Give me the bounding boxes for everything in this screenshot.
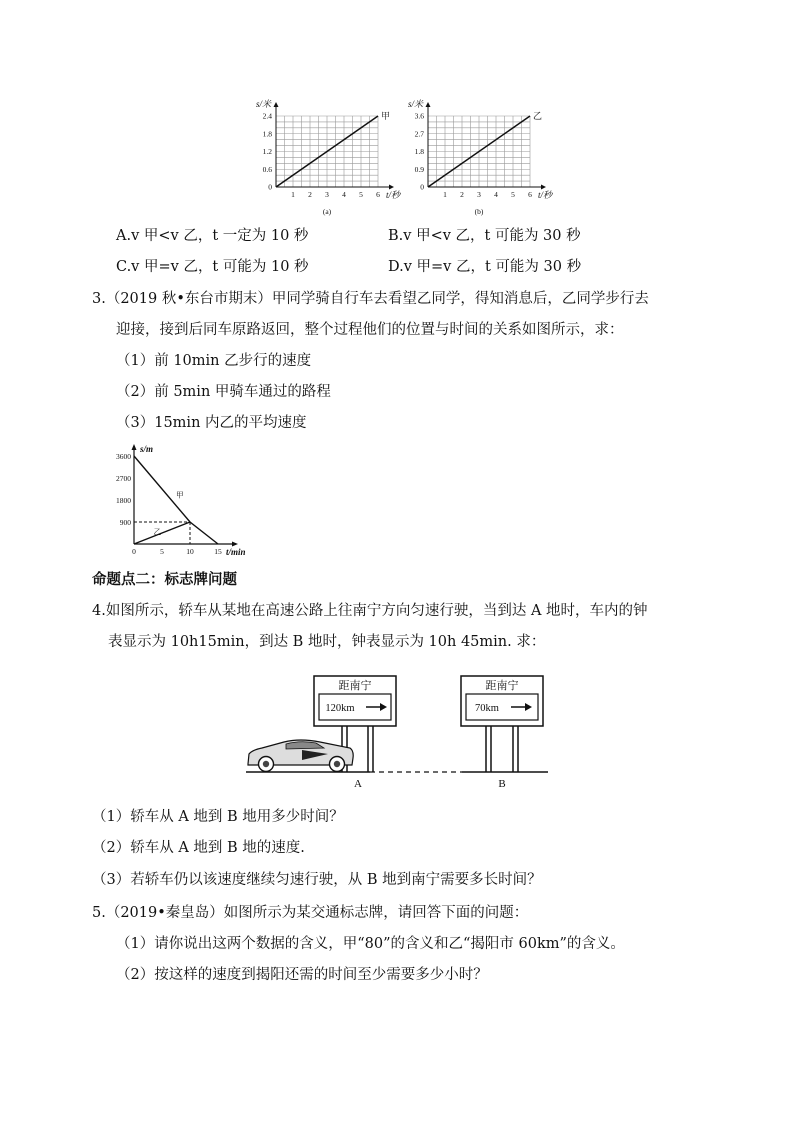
y-tick-label: 3600 (116, 452, 131, 461)
q4-sub1: （1）轿车从 A 地到 B 地用多少时间？ (92, 809, 344, 825)
sign-a-title: 距南宁 (338, 680, 372, 692)
x-tick-label: 1 (291, 190, 295, 199)
x-tick-label: 5 (160, 547, 164, 556)
series-label: 甲 (381, 111, 391, 121)
y-tick-label: 3.6 (414, 111, 424, 121)
y-tick-label: 2700 (116, 474, 131, 483)
sign-b (461, 676, 543, 772)
sign-b-distance: 70km (475, 703, 499, 714)
y-tick-label: 1.8 (414, 147, 424, 156)
x-tick-label: 15 (214, 547, 222, 556)
graph-caption: (b) (474, 207, 484, 216)
x-axis-label: t/秒 (386, 190, 401, 200)
x-tick-label: 10 (186, 547, 194, 556)
option-c: C.v 甲=v 乙，t 可能为 10 秒 (116, 259, 309, 275)
y-tick-label: 0.6 (262, 164, 272, 174)
x-tick-label: 2 (308, 190, 312, 199)
point-b-label: B (498, 778, 506, 790)
option-a: A.v 甲<v 乙，t 一定为 10 秒 (116, 228, 309, 244)
x-axis-arrow (389, 185, 394, 190)
q3-stem-line2: 迎接，接到后同车原路返回，整个过程他们的位置与时间的关系如图所示，求： (116, 322, 624, 338)
option-d: D.v 甲=v 乙，t 可能为 30 秒 (388, 259, 582, 275)
q4-stem-line1: 4.如图所示，轿车从某地在高速公路上往南宁方向匀速行驶，当到达 A 地时，车内的钟 (92, 603, 648, 619)
y-axis-arrow (274, 102, 279, 107)
x-axis-label: t/min (226, 547, 246, 557)
q3-sub1: （1）前 10min 乙步行的速度 (116, 353, 312, 369)
label-jia: 甲 (176, 490, 184, 500)
x-tick-label: 6 (528, 190, 532, 199)
q5-sub2: （2）按这样的速度到揭阳还需的时间至少需要多少小时？ (116, 967, 488, 983)
section-title: 命题点二：标志牌问题 (92, 571, 237, 588)
x-tick-label: 5 (359, 190, 363, 199)
x-tick-label: 2 (460, 190, 464, 199)
y-tick-label: 0 (420, 182, 424, 192)
y-axis-label: s/米 (408, 99, 424, 109)
x-tick-label: 4 (494, 190, 498, 199)
graph-b (400, 96, 560, 221)
series-label: 乙 (533, 111, 543, 121)
y-tick-label: 2.7 (414, 129, 424, 139)
sign-b-title: 距南宁 (485, 680, 519, 692)
q5-stem: 5.（2019•秦皇岛）如图所示为某交通标志牌，请回答下面的问题： (92, 905, 529, 921)
car-icon (248, 740, 353, 772)
point-a-label: A (354, 778, 362, 790)
y-axis-arrow (426, 102, 431, 107)
x-axis-label: t/秒 (538, 190, 553, 200)
label-yi: 乙 (153, 527, 162, 537)
q4-sub2: （2）轿车从 A 地到 B 地的速度. (92, 840, 305, 856)
sign-a-distance: 120km (325, 703, 355, 714)
x-tick-label: 6 (376, 190, 380, 199)
y-tick-label: 1800 (116, 496, 131, 505)
y-axis-arrow (132, 444, 137, 450)
graph-caption: (a) (322, 207, 332, 216)
q5-sub1: （1）请你说出这两个数据的含义，甲“80”的含义和乙“揭阳市 60km”的含义。 (116, 936, 625, 952)
option-b: B.v 甲<v 乙，t 可能为 30 秒 (388, 228, 581, 244)
q4-road-illustration (240, 672, 550, 794)
x-tick-label: 5 (511, 190, 515, 199)
x-tick-label: 4 (342, 190, 346, 199)
y-tick-label: 0 (268, 182, 272, 192)
y-tick-label: 900 (119, 518, 131, 527)
x-tick-label: 0 (132, 547, 136, 556)
x-tick-label: 1 (443, 190, 447, 199)
q3-sub3: （3）15min 内乙的平均速度 (116, 415, 307, 431)
q3-stem-line1: 3.（2019 秋•东台市期末）甲同学骑自行车去看望乙同学，得知消息后，乙同学步行去 (92, 291, 649, 307)
y-axis-label: s/m (140, 444, 154, 454)
q3-sub2: （2）前 5min 甲骑车通过的路程 (116, 384, 331, 400)
q3-graph (108, 440, 268, 560)
series-jia-line (134, 456, 218, 544)
y-tick-label: 2.4 (262, 111, 272, 121)
q4-stem-line2: 表显示为 10h15min，到达 B 地时，钟表显示为 10h 45min. 求： (108, 634, 546, 650)
x-axis-arrow (232, 542, 238, 547)
x-tick-label: 3 (325, 190, 329, 199)
y-axis-label: s/米 (256, 99, 272, 109)
y-tick-label: 1.2 (262, 147, 272, 156)
q4-sub3: （3）若轿车仍以该速度继续匀速行驶，从 B 地到南宁需要多长时间？ (92, 872, 542, 888)
series-yi-line (134, 522, 190, 544)
graph-a (248, 96, 408, 221)
x-tick-label: 3 (477, 190, 481, 199)
x-axis-arrow (541, 185, 546, 190)
y-tick-label: 0.9 (414, 164, 424, 174)
y-tick-label: 1.8 (262, 129, 272, 139)
